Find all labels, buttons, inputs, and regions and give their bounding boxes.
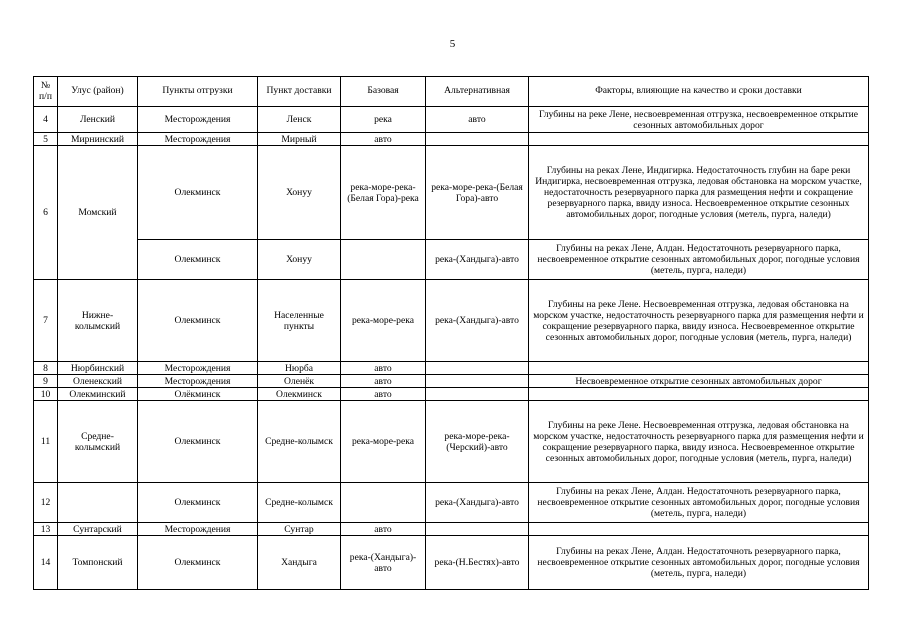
table-row bbox=[34, 536, 869, 590]
cell-district: Момский bbox=[58, 146, 138, 280]
cell-num: 4 bbox=[34, 107, 58, 133]
table-row bbox=[34, 107, 869, 133]
header-shipment: Пункты отгрузки bbox=[138, 77, 258, 107]
cell-alternative bbox=[426, 523, 529, 536]
cell-factors: Глубины на реке Лене, несвоевременная отгрузка, несвоевременное открытие сезонных автомобильных дорог bbox=[529, 107, 869, 133]
table-row bbox=[34, 240, 869, 280]
cell-shipment: Олекминск bbox=[138, 483, 258, 523]
cell-district: Олекминский bbox=[58, 388, 138, 401]
cell-base: река-море-река bbox=[341, 280, 426, 362]
cell-num: 12 bbox=[34, 483, 58, 523]
table-row bbox=[34, 362, 869, 375]
cell-district: Средне-колымский bbox=[58, 401, 138, 483]
header-num: № п/п bbox=[34, 77, 58, 107]
cell-shipment: Месторождения bbox=[138, 362, 258, 375]
page-number: 5 bbox=[449, 38, 456, 50]
delivery-table bbox=[33, 76, 869, 590]
cell-num: 11 bbox=[34, 401, 58, 483]
cell-district: Нюрбинский bbox=[58, 362, 138, 375]
cell-factors: Глубины на реке Лене. Несвоевременная отгрузка, ледовая обстановка на морском участке, недостаточность резервуарного парка для размещения нефти и сокращение резервуарного парка, ввиду износа. Несвоевременное открытие сезонных автомобильных дорог, погодные условия (метель, пурга, наледи) bbox=[529, 401, 869, 483]
cell-delivery: Хонуу bbox=[258, 146, 341, 240]
cell-base: авто bbox=[341, 375, 426, 388]
cell-alternative: авто bbox=[426, 107, 529, 133]
header-base: Базовая bbox=[341, 77, 426, 107]
cell-alternative: река-(Хандыга)-авто bbox=[426, 280, 529, 362]
cell-district: Сунтарский bbox=[58, 523, 138, 536]
cell-base: река-море-река bbox=[341, 401, 426, 483]
cell-shipment: Олекминск bbox=[138, 280, 258, 362]
cell-delivery: Населенные пункты bbox=[258, 280, 341, 362]
cell-shipment: Месторождения bbox=[138, 107, 258, 133]
header-alternative: Альтернативная bbox=[426, 77, 529, 107]
cell-delivery: Нюрба bbox=[258, 362, 341, 375]
cell-num: 13 bbox=[34, 523, 58, 536]
cell-factors bbox=[529, 133, 869, 146]
cell-shipment: Месторождения bbox=[138, 375, 258, 388]
cell-shipment: Олекминск bbox=[138, 146, 258, 240]
cell-num: 7 bbox=[34, 280, 58, 362]
table-row bbox=[34, 133, 869, 146]
cell-shipment: Олёкминск bbox=[138, 388, 258, 401]
cell-num: 9 bbox=[34, 375, 58, 388]
cell-base bbox=[341, 483, 426, 523]
table-row bbox=[34, 280, 869, 362]
cell-district: Томпонский bbox=[58, 536, 138, 590]
cell-delivery: Средне-колымск bbox=[258, 483, 341, 523]
cell-num: 14 bbox=[34, 536, 58, 590]
cell-shipment: Месторождения bbox=[138, 133, 258, 146]
cell-alternative: река-море-река-(Белая Гора)-авто bbox=[426, 146, 529, 240]
table-row bbox=[34, 388, 869, 401]
cell-base: авто bbox=[341, 523, 426, 536]
table-row bbox=[34, 401, 869, 483]
cell-delivery: Оленёк bbox=[258, 375, 341, 388]
cell-shipment: Месторождения bbox=[138, 523, 258, 536]
table-header-row bbox=[34, 77, 869, 107]
cell-num: 10 bbox=[34, 388, 58, 401]
cell-factors: Глубины на реках Лене, Алдан. Недостаточноть резервуарного парка, несвоевременное открытие сезонных автомобильных дорог, погодные условия (метель, пурга, наледи) bbox=[529, 536, 869, 590]
cell-shipment: Олекминск bbox=[138, 401, 258, 483]
header-delivery: Пункт доставки bbox=[258, 77, 341, 107]
cell-alternative: река-(Хандыга)-авто bbox=[426, 483, 529, 523]
cell-base bbox=[341, 240, 426, 280]
cell-factors: Несвоевременное открытие сезонных автомобильных дорог bbox=[529, 375, 869, 388]
cell-base: река-(Хандыга)-авто bbox=[341, 536, 426, 590]
table-row bbox=[34, 146, 869, 240]
cell-factors bbox=[529, 523, 869, 536]
cell-base: авто bbox=[341, 362, 426, 375]
header-factors: Факторы, влияющие на качество и сроки доставки bbox=[529, 77, 869, 107]
cell-factors: Глубины на реках Лене, Алдан. Недостаточноть резервуарного парка, несвоевременное открытие сезонных автомобильных дорог, погодные условия (метель, пурга, наледи) bbox=[529, 483, 869, 523]
cell-district: Мирнинский bbox=[58, 133, 138, 146]
table-row bbox=[34, 483, 869, 523]
cell-alternative bbox=[426, 375, 529, 388]
cell-num: 5 bbox=[34, 133, 58, 146]
cell-shipment: Олекминск bbox=[138, 536, 258, 590]
cell-alternative bbox=[426, 388, 529, 401]
table-row bbox=[34, 523, 869, 536]
cell-delivery: Хандыга bbox=[258, 536, 341, 590]
cell-delivery: Хонуу bbox=[258, 240, 341, 280]
cell-alternative: река-(Хандыга)-авто bbox=[426, 240, 529, 280]
cell-alternative: река-(Н.Бестях)-авто bbox=[426, 536, 529, 590]
cell-district bbox=[58, 483, 138, 523]
cell-delivery: Олекминск bbox=[258, 388, 341, 401]
cell-base: река bbox=[341, 107, 426, 133]
cell-district: Оленекский bbox=[58, 375, 138, 388]
cell-shipment: Олекминск bbox=[138, 240, 258, 280]
cell-delivery: Средне-колымск bbox=[258, 401, 341, 483]
cell-district: Нижне-колымский bbox=[58, 280, 138, 362]
cell-alternative: река-море-река-(Черский)-авто bbox=[426, 401, 529, 483]
cell-alternative bbox=[426, 362, 529, 375]
cell-alternative bbox=[426, 133, 529, 146]
cell-factors bbox=[529, 362, 869, 375]
cell-base: авто bbox=[341, 388, 426, 401]
table-row bbox=[34, 375, 869, 388]
cell-delivery: Сунтар bbox=[258, 523, 341, 536]
cell-base: авто bbox=[341, 133, 426, 146]
cell-num: 6 bbox=[34, 146, 58, 280]
cell-delivery: Мирный bbox=[258, 133, 341, 146]
header-district: Улус (район) bbox=[58, 77, 138, 107]
cell-factors: Глубины на реке Лене. Несвоевременная отгрузка, ледовая обстановка на морском участке, недостаточность резервуарного парка для размещения нефти и сокращение резервуарного парка, ввиду износа. Несвоевременное открытие сезонных автомобильных дорог, погодные условия (метель, пурга, наледи) bbox=[529, 280, 869, 362]
cell-factors: Глубины на реках Лене, Индигирка. Недостаточность глубин на баре реки Индигирка, несвоевременная отгрузка, ледовая обстановка на морском участке, недостаточность резервуарного парка для размещения нефти и сокращение резервуарного парка, ввиду износа. Несвоевременное открытие сезонных автомобильных дорог, погодные условия (метель, пурга, наледи) bbox=[529, 146, 869, 240]
cell-factors bbox=[529, 388, 869, 401]
cell-district: Ленский bbox=[58, 107, 138, 133]
cell-delivery: Ленск bbox=[258, 107, 341, 133]
cell-num: 8 bbox=[34, 362, 58, 375]
cell-factors: Глубины на реках Лене, Алдан. Недостаточноть резервуарного парка, несвоевременное открытие сезонных автомобильных дорог, погодные условия (метель, пурга, наледи) bbox=[529, 240, 869, 280]
cell-base: река-море-река-(Белая Гора)-река bbox=[341, 146, 426, 240]
